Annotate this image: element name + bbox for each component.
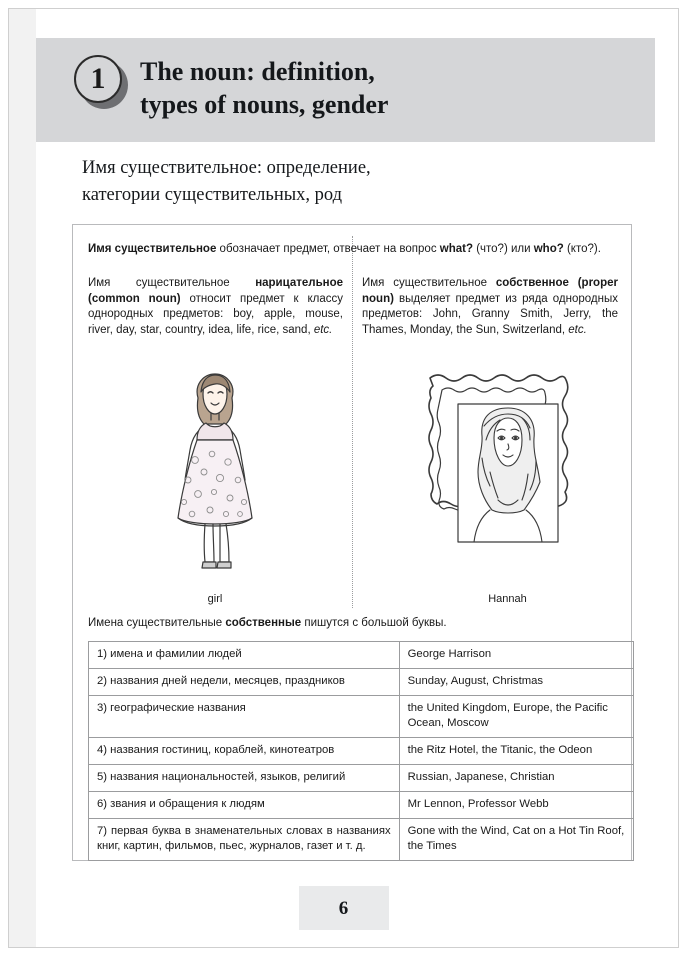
definition-term: Имя существительное: [88, 243, 217, 255]
chapter-title-line2: types of nouns, gender: [140, 90, 389, 119]
table-row: [89, 669, 634, 696]
hannah-portrait-illustration: [420, 362, 595, 592]
definition-paragraph: [88, 241, 618, 257]
question-word-who: who?: [533, 243, 564, 255]
capitalization-note: [88, 617, 618, 629]
table-row: [89, 819, 634, 861]
common-noun-paragraph: [88, 276, 343, 338]
proper-noun-table: [88, 641, 634, 861]
common-noun-text: относит предмет к классу однородных предметов: boy, apple, mouse, river, day, star, country, idea, life, rice, sand,: [88, 292, 344, 336]
table-cell-category: 6) звания и обращения к людям: [89, 792, 400, 819]
definition-text-2: (что?) или: [473, 243, 534, 255]
table-cell-examples: Sunday, August, Christmas: [399, 669, 633, 696]
table-row: [89, 738, 634, 765]
girl-caption: girl: [207, 593, 223, 605]
note-pre: Имена существительные: [88, 617, 226, 629]
proper-noun-etc: etc.: [568, 323, 587, 336]
proper-noun-text: выделяет предмет из ряда однородных предметов: John, Granny Smith, Jerry, the Thames, Monday, the Sun, Switzerland,: [362, 292, 618, 336]
table-cell-category: 3) географические названия: [89, 696, 400, 738]
table-cell-examples: the Ritz Hotel, the Titanic, the Odeon: [399, 738, 633, 765]
chapter-subtitle-line2: категории существительных, род: [82, 185, 343, 205]
table-cell-category: 5) названия национальностей, языков, религий: [89, 765, 400, 792]
table-cell-examples: Russian, Japanese, Christian: [399, 765, 633, 792]
table-cell-examples: the United Kingdom, Europe, the Pacific Ocean, Moscow: [399, 696, 633, 738]
table-cell-category: 7) первая буква в знаменательных словах в названиях книг, картин, фильмов, пьес, журналов, газет и т. д.: [89, 819, 400, 861]
table-cell-examples: Mr Lennon, Professor Webb: [399, 792, 633, 819]
table-row: [89, 642, 634, 669]
definition-text-3: (кто?).: [563, 243, 601, 255]
page-number: 6: [338, 898, 349, 919]
proper-noun-term: собственное (proper noun): [362, 277, 618, 305]
column-divider: [352, 236, 353, 608]
girl-illustration: [150, 368, 280, 588]
table-cell-examples: Gone with the Wind, Cat on a Hot Tin Roof, the Times: [399, 819, 633, 861]
table-cell-category: 1) имена и фамилии людей: [89, 642, 400, 669]
chapter-subtitle-line1: Имя существительное: определение,: [82, 158, 371, 178]
common-noun-term: нарицательное (common noun): [88, 277, 343, 305]
note-bold: собственные: [225, 617, 302, 629]
table-cell-examples: George Harrison: [399, 642, 633, 669]
question-word-what: what?: [439, 243, 473, 255]
hannah-caption: Hannah: [488, 593, 527, 605]
note-post: пишутся с большой буквы.: [301, 617, 447, 629]
table-cell-category: 2) названия дней недели, месяцев, праздников: [89, 669, 400, 696]
chapter-title-line1: The noun: definition,: [140, 57, 375, 86]
table-row: [89, 792, 634, 819]
table-row: [89, 696, 634, 738]
table-row: [89, 765, 634, 792]
definition-text-1: обозначает предмет, отвечает на вопрос: [216, 243, 440, 255]
chapter-subtitle: [82, 155, 602, 209]
chapter-number: 1: [90, 62, 106, 95]
proper-noun-paragraph: [362, 276, 618, 338]
table-cell-category: 4) названия гостиниц, кораблей, кинотеатров: [89, 738, 400, 765]
common-noun-etc: etc.: [313, 323, 333, 336]
page-title: [140, 55, 610, 121]
common-noun-lead: Имя существительное: [88, 277, 256, 289]
proper-noun-lead: Имя существительное: [362, 277, 496, 289]
header-band-tail: [655, 38, 677, 142]
